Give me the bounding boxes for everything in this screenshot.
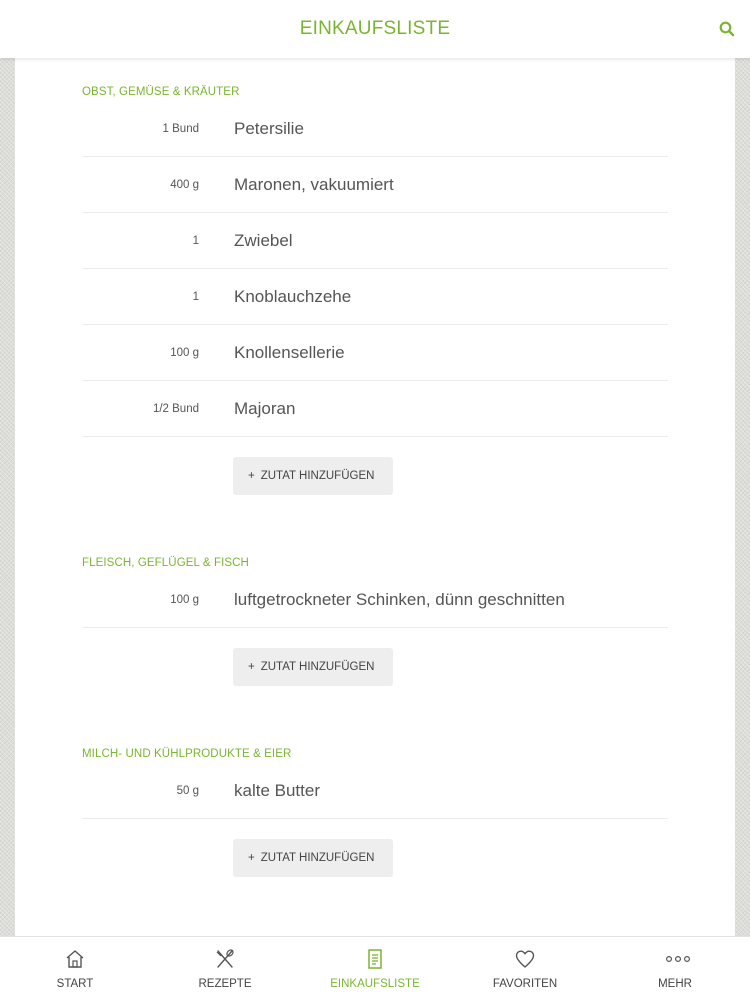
- list-item[interactable]: [82, 157, 668, 213]
- add-ingredient-button[interactable]: [233, 839, 393, 877]
- item-quantity: 1/2 Bund: [152, 403, 199, 415]
- add-ingredient-label: ZUTAT HINZUFÜGEN: [260, 852, 375, 864]
- home-icon: [63, 947, 87, 971]
- page-title: EINKAUFSLISTE: [299, 18, 451, 39]
- tab-favoriten[interactable]: [450, 937, 600, 1000]
- category-section: [82, 83, 668, 495]
- list-item[interactable]: [82, 763, 668, 819]
- heart-icon: [513, 947, 537, 971]
- plus-icon: +: [248, 852, 255, 864]
- app-header: [0, 0, 750, 58]
- add-ingredient-label: ZUTAT HINZUFÜGEN: [260, 661, 375, 673]
- tab-start[interactable]: [0, 937, 150, 1000]
- shopping-list-content: [15, 58, 735, 936]
- list-item[interactable]: [82, 101, 668, 157]
- tab-label: REZEPTE: [198, 978, 252, 990]
- bottom-tab-bar: [0, 936, 750, 1000]
- item-quantity: 1: [192, 235, 199, 247]
- tab-label: EINKAUFSLISTE: [330, 978, 420, 990]
- add-ingredient-button[interactable]: [233, 457, 393, 495]
- item-quantity: 100 g: [170, 594, 199, 606]
- item-name: kalte Butter: [234, 781, 320, 800]
- tab-einkaufsliste[interactable]: [300, 937, 450, 1000]
- tab-mehr[interactable]: [600, 937, 750, 1000]
- item-name: Knoblauchzehe: [234, 287, 352, 306]
- search-icon[interactable]: [718, 20, 736, 38]
- item-quantity: 100 g: [170, 347, 199, 359]
- plus-icon: +: [248, 661, 255, 673]
- plus-icon: +: [248, 470, 255, 482]
- tab-label: MEHR: [658, 978, 692, 990]
- item-name: Maronen, vakuumiert: [234, 175, 394, 194]
- item-quantity: 1 Bund: [162, 123, 199, 135]
- list-item[interactable]: [82, 381, 668, 437]
- more-icon: [660, 947, 690, 971]
- tab-label: FAVORITEN: [492, 978, 558, 990]
- tab-label: START: [56, 978, 94, 990]
- item-name: Zwiebel: [234, 231, 293, 250]
- item-quantity: 1: [192, 291, 199, 303]
- list-item[interactable]: [82, 213, 668, 269]
- list-icon: [363, 947, 387, 971]
- item-name: luftgetrockneter Schinken, dünn geschnitten: [234, 590, 565, 609]
- item-name: Petersilie: [234, 119, 304, 138]
- item-quantity: 400 g: [170, 179, 199, 191]
- item-name: Knollensellerie: [234, 343, 345, 362]
- list-item[interactable]: [82, 325, 668, 381]
- add-ingredient-label: ZUTAT HINZUFÜGEN: [260, 470, 375, 482]
- category-section: [82, 745, 668, 877]
- add-ingredient-button[interactable]: [233, 648, 393, 686]
- category-section: [82, 554, 668, 686]
- category-title: OBST, GEMÜSE & KRÄUTER: [82, 86, 240, 98]
- category-title: FLEISCH, GEFLÜGEL & FISCH: [82, 557, 249, 569]
- category-title: MILCH- UND KÜHLPRODUKTE & EIER: [82, 748, 292, 760]
- tab-rezepte[interactable]: [150, 937, 300, 1000]
- list-item[interactable]: [82, 269, 668, 325]
- list-item[interactable]: [82, 572, 668, 628]
- cutlery-icon: [213, 947, 237, 971]
- item-quantity: 50 g: [176, 785, 199, 797]
- item-name: Majoran: [234, 399, 296, 418]
